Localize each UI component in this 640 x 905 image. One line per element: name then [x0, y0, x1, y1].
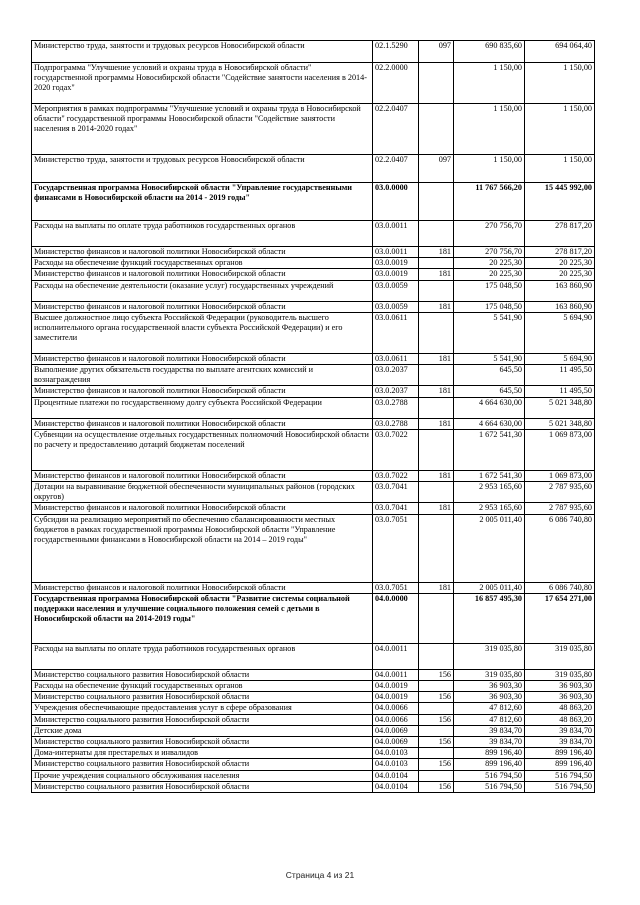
row-name-cell: Министерство труда, занятости и трудовых ресурсов Новосибирской области — [32, 155, 373, 183]
table-row — [32, 669, 595, 680]
row-code-cell: 04.0.0066 — [373, 703, 419, 714]
table-row — [32, 643, 595, 669]
table-row — [32, 781, 595, 792]
table-row — [32, 247, 595, 258]
row-value-2014-cell: 270 756,70 — [454, 247, 525, 258]
row-value-2015-cell: 2 787 935,60 — [525, 503, 595, 514]
row-value-2015-cell: 39 834,70 — [525, 725, 595, 736]
row-value-2014-cell: 36 903,30 — [454, 681, 525, 692]
row-value-2015-cell: 5 694,90 — [525, 312, 595, 353]
row-name-cell: Министерство социального развития Новосибирской области — [32, 714, 373, 725]
row-value-2015-cell: 319 035,80 — [525, 669, 595, 680]
row-dept-cell — [419, 725, 454, 736]
row-value-2015-cell: 6 086 740,80 — [525, 514, 595, 582]
row-code-cell: 03.0.7022 — [373, 429, 419, 470]
row-value-2014-cell: 2 953 165,60 — [454, 482, 525, 503]
row-name-cell: Подпрограмма "Улучшение условий и охраны труда в Новосибирской области" государственной программы Новосибирской области "Содействие занятости населения в 2014-2020 годах" — [32, 63, 373, 104]
table-row — [32, 41, 595, 63]
row-value-2014-cell: 319 035,80 — [454, 669, 525, 680]
table-row — [32, 759, 595, 770]
row-value-2015-cell: 1 150,00 — [525, 63, 595, 104]
table-row — [32, 503, 595, 514]
row-value-2015-cell: 2 787 935,60 — [525, 482, 595, 503]
row-value-2015-cell: 36 903,30 — [525, 681, 595, 692]
row-dept-cell — [419, 258, 454, 269]
row-dept-cell: 156 — [419, 759, 454, 770]
row-dept-cell — [419, 643, 454, 669]
row-value-2014-cell: 690 835,60 — [454, 41, 525, 63]
table-row — [32, 418, 595, 429]
row-name-cell: Дотации на выравнивание бюджетной обеспеченности муниципальных районов (городских округов) — [32, 482, 373, 503]
row-dept-cell — [419, 397, 454, 418]
row-value-2014-cell: 39 834,70 — [454, 725, 525, 736]
row-value-2015-cell: 17 654 271,00 — [525, 593, 595, 643]
table-row — [32, 429, 595, 470]
row-dept-cell: 181 — [419, 269, 454, 280]
row-name-cell: Министерство финансов и налоговой политики Новосибирской области — [32, 503, 373, 514]
row-value-2015-cell: 36 903,30 — [525, 692, 595, 703]
row-value-2014-cell: 1 150,00 — [454, 155, 525, 183]
row-name-cell: Министерство финансов и налоговой политики Новосибирской области — [32, 247, 373, 258]
table-row — [32, 514, 595, 582]
row-name-cell: Министерство социального развития Новосибирской области — [32, 669, 373, 680]
row-code-cell: 03.0.2037 — [373, 386, 419, 397]
row-value-2014-cell: 1 672 541,30 — [454, 470, 525, 481]
table-row — [32, 470, 595, 481]
table-row — [32, 365, 595, 386]
row-name-cell: Расходы на обеспечение функций государственных органов — [32, 681, 373, 692]
row-value-2015-cell: 11 495,50 — [525, 386, 595, 397]
row-value-2015-cell: 1 150,00 — [525, 155, 595, 183]
table-row — [32, 681, 595, 692]
row-value-2014-cell: 4 664 630,00 — [454, 397, 525, 418]
row-dept-cell: 156 — [419, 714, 454, 725]
row-name-cell: Государственная программа Новосибирской области "Развитие системы социальной поддержки населения и улучшение социального положения семей с детьми в Новосибирской области на 2014-2019 годы" — [32, 593, 373, 643]
row-value-2015-cell: 20 225,30 — [525, 269, 595, 280]
row-name-cell: Прочие учреждения социального обслуживания населения — [32, 770, 373, 781]
row-value-2015-cell: 20 225,30 — [525, 258, 595, 269]
row-code-cell: 03.0.0000 — [373, 183, 419, 221]
row-value-2014-cell: 4 664 630,00 — [454, 418, 525, 429]
row-value-2014-cell: 47 812,60 — [454, 703, 525, 714]
row-code-cell: 04.0.0019 — [373, 681, 419, 692]
row-dept-cell: 156 — [419, 669, 454, 680]
table-row — [32, 692, 595, 703]
row-value-2014-cell: 899 196,40 — [454, 759, 525, 770]
table-row — [32, 104, 595, 155]
table-row — [32, 221, 595, 247]
row-dept-cell — [419, 280, 454, 301]
row-value-2015-cell: 319 035,80 — [525, 643, 595, 669]
row-dept-cell: 181 — [419, 301, 454, 312]
row-dept-cell — [419, 312, 454, 353]
row-name-cell: Высшее должностное лицо субъекта Российской Федерации (руководитель высшего исполнительного органа государственной власти субъекта Российской Федерации) и его заместители — [32, 312, 373, 353]
row-dept-cell — [419, 703, 454, 714]
row-name-cell: Министерство социального развития Новосибирской области — [32, 759, 373, 770]
row-dept-cell — [419, 770, 454, 781]
row-name-cell: Процентные платежи по государственному долгу субъекта Российской Федерации — [32, 397, 373, 418]
row-dept-cell: 097 — [419, 155, 454, 183]
row-name-cell: Детские дома — [32, 725, 373, 736]
row-name-cell: Субвенции на осуществление отдельных государственных полномочий Новосибирской области по расчету и предоставлению дотаций бюджетам поселений — [32, 429, 373, 470]
row-name-cell: Расходы на обеспечение функций государственных органов — [32, 258, 373, 269]
row-code-cell: 04.0.0069 — [373, 725, 419, 736]
row-value-2014-cell: 516 794,50 — [454, 770, 525, 781]
row-value-2015-cell: 5 021 348,80 — [525, 418, 595, 429]
table-row — [32, 269, 595, 280]
row-value-2014-cell: 16 857 495,30 — [454, 593, 525, 643]
table-row — [32, 748, 595, 759]
table-row — [32, 703, 595, 714]
table-row — [32, 482, 595, 503]
row-value-2014-cell: 1 150,00 — [454, 63, 525, 104]
row-value-2014-cell: 516 794,50 — [454, 781, 525, 792]
row-value-2014-cell: 645,50 — [454, 365, 525, 386]
row-value-2014-cell: 11 767 566,20 — [454, 183, 525, 221]
row-dept-cell: 181 — [419, 386, 454, 397]
row-value-2014-cell: 175 048,50 — [454, 301, 525, 312]
row-code-cell: 04.0.0104 — [373, 781, 419, 792]
row-value-2014-cell: 175 048,50 — [454, 280, 525, 301]
table-row — [32, 258, 595, 269]
table-row — [32, 714, 595, 725]
row-code-cell: 02.2.0407 — [373, 104, 419, 155]
page-number: Страница 4 из 21 — [285, 870, 355, 880]
row-value-2014-cell: 5 541,90 — [454, 312, 525, 353]
row-dept-cell — [419, 104, 454, 155]
budget-table — [31, 40, 595, 793]
row-value-2014-cell: 2 953 165,60 — [454, 503, 525, 514]
row-dept-cell: 156 — [419, 781, 454, 792]
row-code-cell: 02.2.0407 — [373, 155, 419, 183]
row-value-2014-cell: 645,50 — [454, 386, 525, 397]
row-dept-cell: 181 — [419, 503, 454, 514]
row-value-2015-cell: 278 817,20 — [525, 247, 595, 258]
row-dept-cell: 156 — [419, 692, 454, 703]
row-code-cell: 02.1.5290 — [373, 41, 419, 63]
row-name-cell: Министерство финансов и налоговой политики Новосибирской области — [32, 386, 373, 397]
row-value-2014-cell: 1 672 541,30 — [454, 429, 525, 470]
row-name-cell: Министерство финансов и налоговой политики Новосибирской области — [32, 269, 373, 280]
row-code-cell: 03.0.0011 — [373, 247, 419, 258]
row-dept-cell — [419, 221, 454, 247]
row-code-cell: 03.0.7051 — [373, 514, 419, 582]
row-value-2015-cell: 163 860,90 — [525, 280, 595, 301]
row-code-cell: 03.0.7022 — [373, 470, 419, 481]
row-dept-cell — [419, 429, 454, 470]
row-code-cell: 04.0.0011 — [373, 669, 419, 680]
row-value-2014-cell: 2 005 011,40 — [454, 582, 525, 593]
row-dept-cell — [419, 681, 454, 692]
row-value-2015-cell: 516 794,50 — [525, 781, 595, 792]
row-value-2015-cell: 11 495,50 — [525, 365, 595, 386]
row-name-cell: Министерство финансов и налоговой политики Новосибирской области — [32, 582, 373, 593]
row-dept-cell — [419, 482, 454, 503]
row-value-2014-cell: 1 150,00 — [454, 104, 525, 155]
row-name-cell: Мероприятия в рамках подпрограммы "Улучшение условий и охраны труда в Новосибирской области" государственной программы Новосибирской области "Содействие занятости населения в 2014-2020 годах" — [32, 104, 373, 155]
row-value-2014-cell: 319 035,80 — [454, 643, 525, 669]
row-dept-cell: 181 — [419, 247, 454, 258]
table-row — [32, 353, 595, 364]
row-value-2015-cell: 15 445 992,00 — [525, 183, 595, 221]
row-value-2015-cell: 899 196,40 — [525, 748, 595, 759]
row-code-cell: 03.0.2788 — [373, 418, 419, 429]
row-name-cell: Дома-интернаты для престарелых и инвалидов — [32, 748, 373, 759]
row-name-cell: Выполнение других обязательств государства по выплате агентских комиссий и вознаграждения — [32, 365, 373, 386]
row-code-cell: 03.0.2037 — [373, 365, 419, 386]
row-dept-cell — [419, 365, 454, 386]
budget-table-page — [31, 40, 594, 793]
row-dept-cell — [419, 514, 454, 582]
row-name-cell: Министерство социального развития Новосибирской области — [32, 692, 373, 703]
row-code-cell: 04.0.0103 — [373, 748, 419, 759]
row-value-2014-cell: 2 005 011,40 — [454, 514, 525, 582]
row-value-2014-cell: 899 196,40 — [454, 748, 525, 759]
table-row — [32, 183, 595, 221]
row-value-2015-cell: 694 064,40 — [525, 41, 595, 63]
table-row — [32, 312, 595, 353]
row-code-cell: 03.0.7041 — [373, 482, 419, 503]
table-row — [32, 582, 595, 593]
row-name-cell: Субсидии на реализацию мероприятий по обеспечению сбалансированности местных бюджетов в рамках государственной программы Новосибирской области "Управление государственными финансами в Новосибирской области на 2014 – 2019 годы" — [32, 514, 373, 582]
row-value-2014-cell: 5 541,90 — [454, 353, 525, 364]
table-row — [32, 280, 595, 301]
row-code-cell: 04.0.0104 — [373, 770, 419, 781]
row-dept-cell: 181 — [419, 470, 454, 481]
row-value-2015-cell: 1 069 873,00 — [525, 470, 595, 481]
row-value-2014-cell: 20 225,30 — [454, 258, 525, 269]
row-code-cell: 04.0.0103 — [373, 759, 419, 770]
row-value-2014-cell: 39 834,70 — [454, 737, 525, 748]
row-code-cell: 03.0.0611 — [373, 353, 419, 364]
row-dept-cell: 097 — [419, 41, 454, 63]
row-name-cell: Министерство социального развития Новосибирской области — [32, 781, 373, 792]
row-code-cell: 03.0.7041 — [373, 503, 419, 514]
table-row — [32, 155, 595, 183]
row-name-cell: Министерство социального развития Новосибирской области — [32, 737, 373, 748]
row-value-2015-cell: 899 196,40 — [525, 759, 595, 770]
row-value-2014-cell: 270 756,70 — [454, 221, 525, 247]
row-name-cell: Министерство труда, занятости и трудовых ресурсов Новосибирской области — [32, 41, 373, 63]
row-value-2015-cell: 1 069 873,00 — [525, 429, 595, 470]
row-code-cell: 03.0.0611 — [373, 312, 419, 353]
row-dept-cell: 181 — [419, 418, 454, 429]
row-dept-cell: 181 — [419, 582, 454, 593]
row-code-cell: 03.0.2788 — [373, 397, 419, 418]
row-value-2015-cell: 6 086 740,80 — [525, 582, 595, 593]
row-value-2015-cell: 48 863,20 — [525, 714, 595, 725]
row-value-2014-cell: 47 812,60 — [454, 714, 525, 725]
row-name-cell: Учреждения обеспечивающие предоставления услуг в сфере образования — [32, 703, 373, 714]
row-name-cell: Государственная программа Новосибирской области "Управление государственными финансами в Новосибирской области на 2014 - 2019 годы" — [32, 183, 373, 221]
table-row — [32, 737, 595, 748]
row-value-2015-cell: 48 863,20 — [525, 703, 595, 714]
row-code-cell: 04.0.0066 — [373, 714, 419, 725]
row-value-2015-cell: 1 150,00 — [525, 104, 595, 155]
row-code-cell: 03.0.0059 — [373, 301, 419, 312]
row-dept-cell — [419, 63, 454, 104]
row-code-cell: 03.0.0011 — [373, 221, 419, 247]
row-name-cell: Министерство финансов и налоговой политики Новосибирской области — [32, 301, 373, 312]
row-code-cell: 03.0.0059 — [373, 280, 419, 301]
row-dept-cell: 156 — [419, 737, 454, 748]
row-value-2014-cell: 20 225,30 — [454, 269, 525, 280]
table-row — [32, 386, 595, 397]
row-code-cell: 03.0.0019 — [373, 269, 419, 280]
table-row — [32, 301, 595, 312]
row-code-cell: 04.0.0000 — [373, 593, 419, 643]
row-dept-cell — [419, 593, 454, 643]
row-dept-cell: 181 — [419, 353, 454, 364]
table-row — [32, 63, 595, 104]
table-row — [32, 770, 595, 781]
row-name-cell: Министерство финансов и налоговой политики Новосибирской области — [32, 470, 373, 481]
row-value-2015-cell: 39 834,70 — [525, 737, 595, 748]
row-code-cell: 04.0.0069 — [373, 737, 419, 748]
row-name-cell: Министерство финансов и налоговой политики Новосибирской области — [32, 418, 373, 429]
row-name-cell: Расходы на выплаты по оплате труда работников государственных органов — [32, 643, 373, 669]
row-value-2015-cell: 5 021 348,80 — [525, 397, 595, 418]
row-value-2015-cell: 516 794,50 — [525, 770, 595, 781]
row-dept-cell — [419, 183, 454, 221]
row-value-2015-cell: 5 694,90 — [525, 353, 595, 364]
table-row — [32, 725, 595, 736]
budget-table-body — [32, 41, 595, 793]
row-name-cell: Расходы на выплаты по оплате труда работников государственных органов — [32, 221, 373, 247]
row-code-cell: 02.2.0000 — [373, 63, 419, 104]
row-code-cell: 03.0.0019 — [373, 258, 419, 269]
row-value-2015-cell: 163 860,90 — [525, 301, 595, 312]
row-value-2015-cell: 278 817,20 — [525, 221, 595, 247]
table-row — [32, 593, 595, 643]
row-value-2014-cell: 36 903,30 — [454, 692, 525, 703]
row-code-cell: 03.0.7051 — [373, 582, 419, 593]
row-code-cell: 04.0.0019 — [373, 692, 419, 703]
row-dept-cell — [419, 748, 454, 759]
row-code-cell: 04.0.0011 — [373, 643, 419, 669]
row-name-cell: Расходы на обеспечение деятельности (оказание услуг) государственных учреждений — [32, 280, 373, 301]
row-name-cell: Министерство финансов и налоговой политики Новосибирской области — [32, 353, 373, 364]
table-row — [32, 397, 595, 418]
